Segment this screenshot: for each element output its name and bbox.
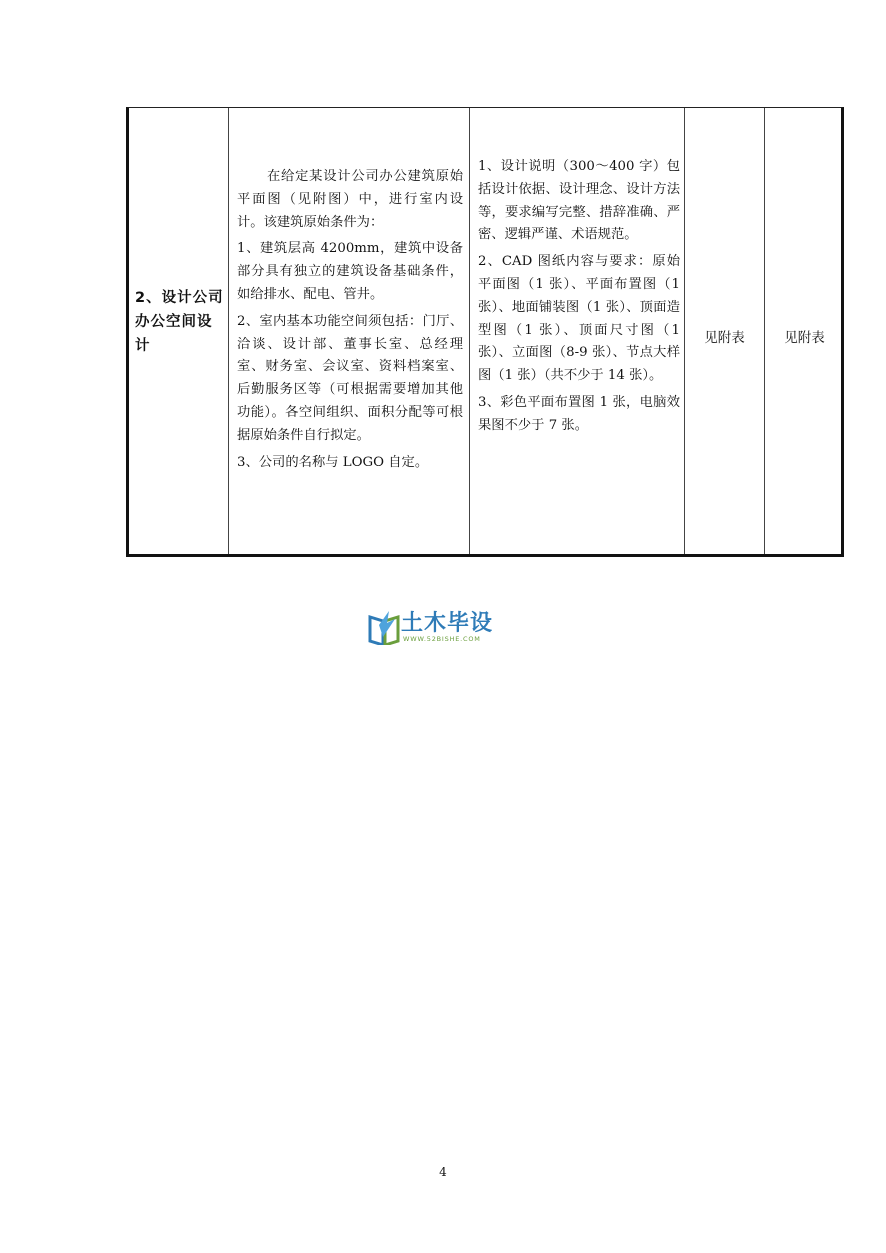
requirements-text	[237, 166, 463, 478]
requirement-item: 2、室内基本功能空间须包括：门厅、洽谈、设计部、董事长室、总经理室、财务室、会议室、资料档案室、后勤服务区等（可根据需要增加其他功能）。各空间组织、面积分配等可根据原始条件自行拟定。	[237, 313, 463, 443]
page-number: 4	[439, 1165, 447, 1179]
book-logo-icon	[367, 609, 401, 645]
logo-url: WWW.52BISHE.COM	[403, 635, 481, 643]
requirements-cell	[229, 108, 470, 554]
course-table	[126, 107, 844, 557]
deliverables-text	[478, 156, 680, 442]
requirement-item: 1、建筑层高 4200mm，建筑中设备部分具有独立的建筑设备基础条件，如给排水、配电、管井。	[237, 241, 463, 302]
deliverable-item: 2、CAD 图纸内容与要求：原始平面图（1 张）、平面布置图（1 张）、地面铺装图（1 张）、顶面造型图（1 张）、顶面尺寸图（1 张）、立面图（8-9 张）、节点大样图（1 张）（共不少于 14 张）。	[478, 254, 680, 384]
name-cell	[129, 108, 229, 554]
deliverable-item: 3、彩色平面布置图 1 张，电脑效果图不少于 7 张。	[478, 394, 680, 433]
see-attachment-2: 见附表	[784, 330, 825, 346]
deliverable-item: 1、设计说明（300～400 字）包括设计依据、设计理念、设计方法等，要求编写完整、措辞准确、严密、逻辑严谨、术语规范。	[478, 159, 680, 243]
row-name: 2、设计公司办公空间设计	[135, 290, 224, 354]
deliverables-cell	[470, 108, 685, 554]
site-logo	[367, 605, 527, 651]
see-attachment-1: 见附表	[704, 330, 745, 346]
attachment-cell-1	[685, 108, 765, 554]
requirement-item: 3、公司的名称与 LOGO 自定。	[237, 454, 429, 470]
requirement-intro: 在给定某设计公司办公建筑原始平面图（见附图）中，进行室内设计。该建筑原始条件为：	[237, 169, 463, 230]
attachment-cell-2	[765, 108, 844, 554]
logo-text: 土木毕设	[401, 611, 494, 636]
